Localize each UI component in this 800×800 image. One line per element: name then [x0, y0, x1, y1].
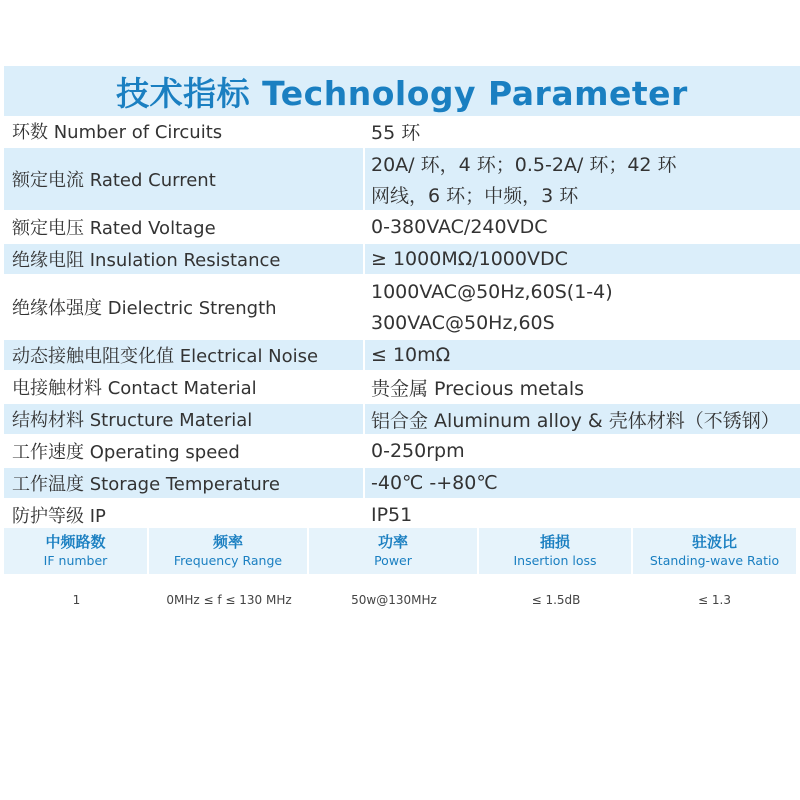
param-row [4, 468, 800, 500]
if-header-cell [309, 528, 479, 574]
param-value-line: 网线，6 环；中频，3 环 [371, 185, 579, 207]
param-row [4, 276, 800, 340]
param-row [4, 244, 800, 276]
if-table [4, 528, 796, 626]
param-label: 防护等级 IP [12, 506, 106, 527]
param-value [365, 340, 800, 370]
param-label: 额定电流 Rated Current [4, 148, 363, 210]
param-value [365, 436, 800, 466]
param-label: 环数 Number of Circuits [12, 122, 223, 143]
if-header-zh: 插损 [539, 533, 570, 551]
if-data-cell: ≤ 1.5dB [531, 593, 581, 607]
param-label: 额定电压 Rated Voltage [12, 218, 216, 239]
param-value-line: 0-250rpm [371, 440, 465, 462]
param-row [4, 372, 800, 404]
param-label: 电接触材料 Contact Material [12, 378, 257, 399]
param-row [4, 116, 800, 148]
if-table-header [4, 528, 796, 574]
param-label: 绝缘电阻 Insulation Resistance [4, 244, 363, 274]
if-header-cell [149, 528, 309, 574]
param-value-line: 20A/ 环，4 环；0.5-2A/ 环；42 环 [371, 154, 677, 176]
if-header-en: Standing-wave Ratio [649, 553, 780, 568]
param-label: 结构材料 Structure Material [4, 404, 363, 434]
if-data-cell: 1 [72, 593, 81, 607]
param-row [4, 212, 800, 244]
title-bar [4, 66, 800, 116]
if-header-zh: 功率 [377, 533, 408, 551]
param-label: 动态接触电阻变化值 Electrical Noise [4, 340, 363, 370]
if-header-en: Power [374, 553, 412, 568]
param-value-line: ≤ 10mΩ [371, 344, 451, 366]
param-row [4, 340, 800, 372]
page-title: 技术指标 Technology Parameter [116, 73, 688, 113]
param-value-line: 1000VAC@50Hz,60S(1-4) [371, 280, 613, 303]
param-value-line: 铝合金 Aluminum alloy & 壳体材料（不锈钢） [371, 409, 780, 432]
param-value-line: 55 环 [371, 121, 421, 144]
if-data-cell: ≤ 1.3 [698, 593, 731, 607]
if-header-cell [633, 528, 796, 574]
if-data-cell: 0MHz ≤ f ≤ 130 MHz [166, 593, 292, 607]
param-row [4, 436, 800, 468]
if-header-en: Frequency Range [173, 553, 283, 568]
param-value [365, 212, 800, 242]
if-table-body [4, 574, 796, 626]
if-header-zh: 驻波比 [691, 533, 737, 551]
param-value [365, 404, 800, 434]
param-value-line: 0-380VAC/240VDC [371, 216, 548, 238]
param-value-line: -40℃ -+80℃ [371, 472, 498, 494]
param-value [365, 116, 800, 146]
param-value [365, 276, 800, 338]
if-header-zh: 中频路数 [45, 533, 106, 551]
param-value [365, 244, 800, 274]
if-header-en: Insertion loss [513, 553, 597, 568]
parameter-table [4, 116, 800, 532]
param-label: 工作速度 Operating speed [12, 442, 240, 463]
param-row [4, 404, 800, 436]
if-header-en: IF number [43, 553, 108, 568]
param-value-line: 贵金属 Precious metals [371, 377, 585, 400]
param-value-line: ≥ 1000MΩ/1000VDC [371, 248, 568, 270]
param-label: 绝缘体强度 Dielectric Strength [12, 298, 277, 319]
if-header-zh: 频率 [212, 533, 243, 551]
param-row [4, 148, 800, 212]
param-value-line: IP51 [371, 504, 413, 526]
if-header-cell [4, 528, 149, 574]
param-value-line: 300VAC@50Hz,60S [371, 311, 555, 334]
param-value [365, 372, 800, 402]
if-header-cell [479, 528, 633, 574]
param-value [365, 148, 800, 210]
if-data-cell: 50w@130MHz [351, 593, 437, 607]
param-value [365, 500, 800, 530]
param-value [365, 468, 800, 498]
param-label: 工作温度 Storage Temperature [4, 468, 363, 498]
